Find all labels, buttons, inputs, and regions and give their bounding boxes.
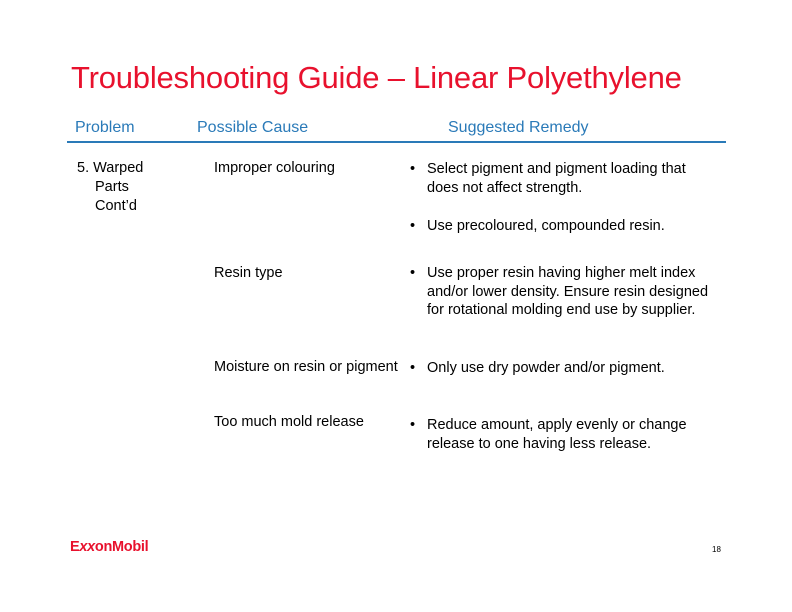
cause-mold-release: Too much mold release <box>214 414 364 430</box>
slide-title: Troubleshooting Guide – Linear Polyethylene <box>71 60 682 95</box>
logo-xx: xx <box>79 539 95 555</box>
remedy-text: Select pigment and pigment loading that does not affect strength. <box>427 161 686 196</box>
header-divider <box>67 141 726 143</box>
bullet-icon: • <box>410 360 416 376</box>
remedy-text: Use precoloured, compounded resin. <box>427 218 665 234</box>
problem-line: 5. Warped <box>77 160 144 176</box>
header-suggested-remedy: Suggested Remedy <box>448 119 589 136</box>
exxonmobil-logo <box>70 539 148 555</box>
problem-label <box>77 159 143 216</box>
bullet-icon: • <box>410 417 416 433</box>
bullet-icon: • <box>410 161 416 177</box>
logo-suffix: onMobil <box>94 539 149 555</box>
remedy-item <box>410 264 710 320</box>
remedy-text: Reduce amount, apply evenly or change release to one having less release. <box>427 417 687 452</box>
problem-line: Cont’d <box>95 198 137 214</box>
problem-line: Parts <box>95 179 129 195</box>
header-possible-cause: Possible Cause <box>197 119 309 136</box>
bullet-icon: • <box>410 265 416 281</box>
remedy-item <box>410 416 710 453</box>
remedy-item <box>410 359 710 378</box>
cause-improper-colouring: Improper colouring <box>214 160 335 176</box>
logo-prefix: E <box>70 539 80 555</box>
page-number: 18 <box>712 545 721 554</box>
remedy-text: Use proper resin having higher melt index and/or lower density. Ensure resin designed for rotational molding end use by supplier. <box>427 265 709 318</box>
cause-moisture: Moisture on resin or pigment <box>214 359 398 375</box>
header-problem: Problem <box>75 119 135 136</box>
remedy-item <box>410 217 710 236</box>
bullet-icon: • <box>410 218 416 234</box>
remedy-item <box>410 160 710 197</box>
remedy-text: Only use dry powder and/or pigment. <box>427 360 665 376</box>
cause-resin-type: Resin type <box>214 265 283 281</box>
